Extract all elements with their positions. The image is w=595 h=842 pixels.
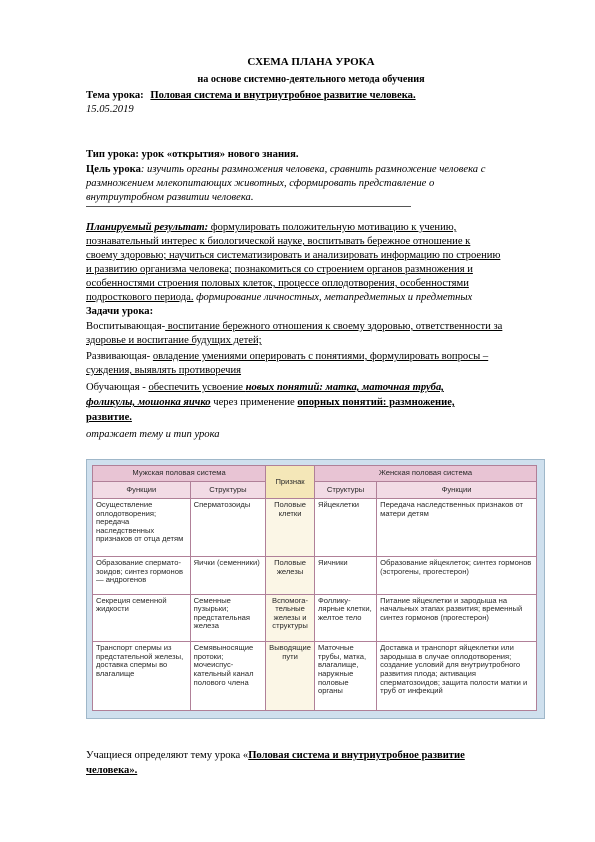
male-structures-header: Структуры <box>190 482 265 498</box>
table-cell: Половые клетки <box>266 498 315 556</box>
task-developing-line-1 <box>86 350 536 363</box>
goal-line-1 <box>86 163 536 176</box>
female-structures-header: Структуры <box>314 482 376 498</box>
planned-text-6a: подросткового периода. <box>86 292 194 303</box>
goal-line-2: размножением млекопитающих животных, сформировать представление о <box>86 178 435 189</box>
task-teaching-text-b: новых понятий: матка, маточная труба, <box>245 382 444 393</box>
table-cell: Семенные пузырьки; предстательная железа <box>190 594 265 642</box>
reproductive-system-table <box>92 465 537 711</box>
task-teaching-line-2 <box>86 396 536 409</box>
document-subtitle: на основе системно-деятельного метода обучения <box>197 74 425 85</box>
goal-line-3: внутриутробном развитии человека. <box>86 192 254 203</box>
planned-text-6b: формирование личностных, метапредметных и предметных <box>193 292 473 303</box>
task-developing-text: овладение умениями оперировать с понятиями, формулировать вопросы – <box>152 351 489 362</box>
table-cell: Доставка и транспорт яйцеклетки или зародыша в случае оплодотворения; создание условий для внутриутробного развития плода; активация сперматозоидов; защита полости матки и труб от инфекций <box>377 642 537 711</box>
planned-label: Планируемый результат: <box>86 222 209 233</box>
male-system-header: Мужская половая система <box>93 466 266 482</box>
task-teaching-text-a: обеспечить усвоение <box>148 382 246 393</box>
table-cell: Яичники <box>314 557 376 594</box>
tasks-heading: Задачи урока: <box>86 306 154 317</box>
planned-text-1: формулировать положительную мотивацию к учению, <box>208 222 457 233</box>
table-cell: Вспомогательные железы и структуры <box>266 594 315 642</box>
table-cell: Сперматозоиды <box>190 498 265 556</box>
planned-line-6 <box>86 291 536 304</box>
table-cell: Образование яйцеклеток; синтез гормонов (эстрогены, прогестерон) <box>377 557 537 594</box>
planned-line-2: познавательный интерес к биологической науке, воспитывать бережное отношение к <box>86 236 471 247</box>
table-cell: Осуществление оплодотворения; передача наследственных признаков от отца детям <box>93 498 191 556</box>
task-teaching-text-d: через применение <box>210 397 298 408</box>
goal-text-1: : изучить органы размножения человека, сравнить размножение человека с <box>140 164 486 175</box>
table-column-header-row <box>93 482 537 498</box>
table-row <box>93 498 537 556</box>
table-cell: Половые железы <box>266 557 315 594</box>
task-teaching-line-3: развитие. <box>86 412 132 423</box>
task-teaching-text-e: опорных понятий: размножение, <box>297 397 455 408</box>
table-cell: Передача наследственных признаков от матери детям <box>377 498 537 556</box>
planned-line-5: особенностями строения половых клеток, процессе оплодотворения, особенностями <box>86 278 469 289</box>
task-teaching-label: Обучающая - <box>86 382 149 393</box>
lesson-date: 15.05.2019 <box>86 104 134 115</box>
footer-line-2: человека». <box>86 765 138 776</box>
table-cell: Маточные трубы, матка, влагалище, наружные половые органы <box>314 642 376 711</box>
lesson-topic <box>86 89 536 102</box>
table-row <box>93 557 537 594</box>
female-functions-header: Функции <box>377 482 537 498</box>
task-educating-line-2: здоровье и воспитание будущих детей; <box>86 335 262 346</box>
table-cell: Образование сперматозоидов; синтез гормонов — андрогенов <box>93 557 191 594</box>
task-teaching-text-c: фоликулы, мошонка яичко <box>86 397 211 408</box>
task-developing-label: Развивающая- <box>86 351 153 362</box>
table-cell: Яйцеклетки <box>314 498 376 556</box>
reflects-note: отражает тему и тип урока <box>86 429 220 440</box>
topic-label: Тема урока: <box>86 90 144 101</box>
divider-line <box>86 206 411 207</box>
sign-header: Признак <box>266 466 315 499</box>
table-row <box>93 642 537 711</box>
male-functions-header: Функции <box>93 482 191 498</box>
table-group-header-row <box>93 466 537 482</box>
table-cell: Фолликулярные клетки, желтое тело <box>314 594 376 642</box>
planned-line-4: и развитию организма человека; познакомиться со строением органов размножения и <box>86 264 473 275</box>
table-cell: Семявыносящие протоки; мочеиспускательный канал полового члена <box>190 642 265 711</box>
footer-topic-1: Половая система и внутриутробное развитие <box>248 750 465 761</box>
topic-value: Половая система и внутриутробное развитие человека. <box>150 90 416 101</box>
footer-text: Учащиеся определяют тему урока « <box>86 750 249 761</box>
task-educating-line-1 <box>86 320 536 333</box>
task-developing-line-2: суждения, выявлять противоречия <box>86 365 242 376</box>
female-system-header: Женская половая система <box>314 466 536 482</box>
document-title: СХЕМА ПЛАНА УРОКА <box>247 56 375 68</box>
goal-label: Цель урока <box>86 164 141 175</box>
planned-line-1 <box>86 221 536 234</box>
lesson-type: Тип урока: урок «открытия» нового знания. <box>86 149 299 160</box>
table-cell: Выводящие пути <box>266 642 315 711</box>
task-educating-label: Воспитывающая- <box>86 321 166 332</box>
table-cell: Секреция семенной жидкости <box>93 594 191 642</box>
task-educating-text: воспитание бережного отношения к своему здоровью, ответственности за <box>165 321 503 332</box>
footer-line-1 <box>86 749 536 762</box>
table-cell: Яички (семенники) <box>190 557 265 594</box>
table-cell: Транспорт спермы из предстательной железы, доставка спермы во влагалище <box>93 642 191 711</box>
table-cell: Питание яйцеклетки и зародыша на начальных этапах развития; временный синтез гормонов (прогестерон) <box>377 594 537 642</box>
table-row <box>93 594 537 642</box>
planned-line-3: своему здоровью; научиться систематизировать и анализировать информацию по строению <box>86 250 501 261</box>
task-teaching-line-1 <box>86 381 536 394</box>
